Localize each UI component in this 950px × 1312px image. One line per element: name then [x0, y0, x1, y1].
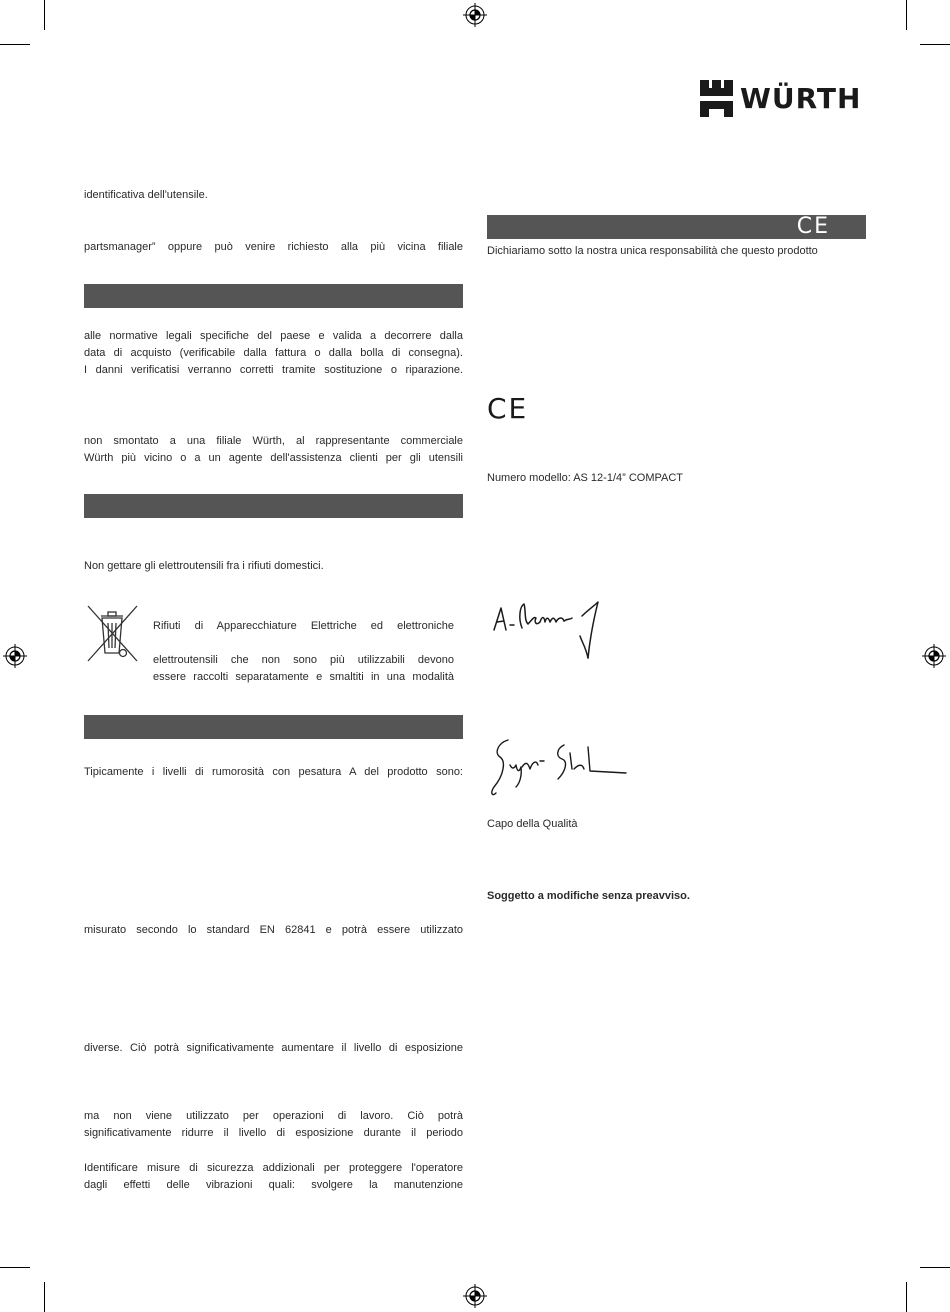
crop-mark [920, 44, 950, 45]
crop-mark [920, 1267, 950, 1268]
ce-header-mark: CE [796, 214, 830, 239]
registration-mark-icon [922, 644, 946, 668]
weee-line: elettroutensili che non sono più utilizzabili devono [153, 654, 454, 666]
section-bar-declaration [487, 215, 866, 239]
crop-mark [906, 0, 907, 30]
paragraph-disposal: Non gettare gli elettroutensili fra i rifiuti domestici. [84, 560, 324, 572]
exposure-line: significativamente ridurre il livello di esposizione durante il periodo [84, 1127, 463, 1139]
section-bar-warranty [84, 284, 463, 308]
paragraph-noise-levels: Tipicamente i livelli di rumorosità con pesatura A del prodotto sono: [84, 766, 463, 778]
signature-1 [490, 598, 610, 663]
brand-wordmark: WÜRTH [740, 82, 862, 115]
crop-mark [44, 1282, 45, 1312]
quality-manager-title: Capo della Qualità [487, 818, 578, 830]
section-bar-disposal [84, 494, 463, 518]
registration-mark-icon [463, 1284, 487, 1308]
model-number: Numero modello: AS 12-1/4” COMPACT [487, 472, 684, 484]
warranty-line: I danni verificatisi verranno corretti tramite sostituzione o riparazione. [84, 364, 463, 376]
wurth-castle-icon [700, 80, 733, 117]
paragraph-return-tool [84, 433, 463, 467]
signature-2 [486, 735, 631, 800]
registration-mark-icon [3, 644, 27, 668]
weee-line: Rifiuti di Apparecchiature Elettriche ed elettroniche [153, 620, 454, 632]
warranty-line: alle normative legali specifiche del paese e valida a decorrere dalla [84, 330, 463, 342]
paragraph-en-standard: misurato secondo lo standard EN 62841 e potrà essere utilizzato [84, 924, 463, 936]
section-bar-noise [84, 715, 463, 739]
brand-logo [700, 80, 870, 118]
paragraph-safety-measures [84, 1160, 463, 1194]
paragraph-partsmanager: partsmanager” oppure può venire richiesto alla più vicina filiale [84, 241, 463, 253]
safety-line: dagli effetti delle vibrazioni quali: svolgere la manutenzione [84, 1179, 463, 1191]
safety-line: Identificare misure di sicurezza addizionali per proteggere l'operatore [84, 1162, 463, 1174]
paragraph-warranty [84, 328, 463, 379]
weee-line: essere raccolti separatamente e smaltiti in una modalità [153, 671, 454, 683]
crop-mark [44, 0, 45, 30]
declaration-text: Dichiariamo sotto la nostra unica responsabilità che questo prodotto [487, 245, 818, 257]
paragraph-exposure-reduction [84, 1108, 463, 1142]
crop-mark [0, 1267, 30, 1268]
ce-mark: CE [487, 392, 529, 425]
crop-mark [906, 1282, 907, 1312]
paragraph-exposure-increase: diverse. Ciò potrà significativamente aumentare il livello di esposizione [84, 1042, 463, 1054]
weee-crossed-bin-icon [85, 603, 140, 663]
change-notice: Soggetto a modifiche senza preavviso. [487, 890, 690, 902]
warranty-line: data di acquisto (verificabile dalla fattura o dalla bolla di consegna). [84, 347, 463, 359]
paragraph-tool-identification: identificativa dell'utensile. [84, 189, 208, 201]
return-line: non smontato a una filiale Würth, al rappresentante commerciale [84, 435, 463, 447]
exposure-line: ma non viene utilizzato per operazioni di lavoro. Ciò potrà [84, 1110, 463, 1122]
crop-mark [0, 44, 30, 45]
registration-mark-icon [463, 3, 487, 27]
weee-text [153, 618, 454, 686]
return-line: Würth più vicino o a un agente dell'assistenza clienti per gli utensili [84, 452, 463, 464]
